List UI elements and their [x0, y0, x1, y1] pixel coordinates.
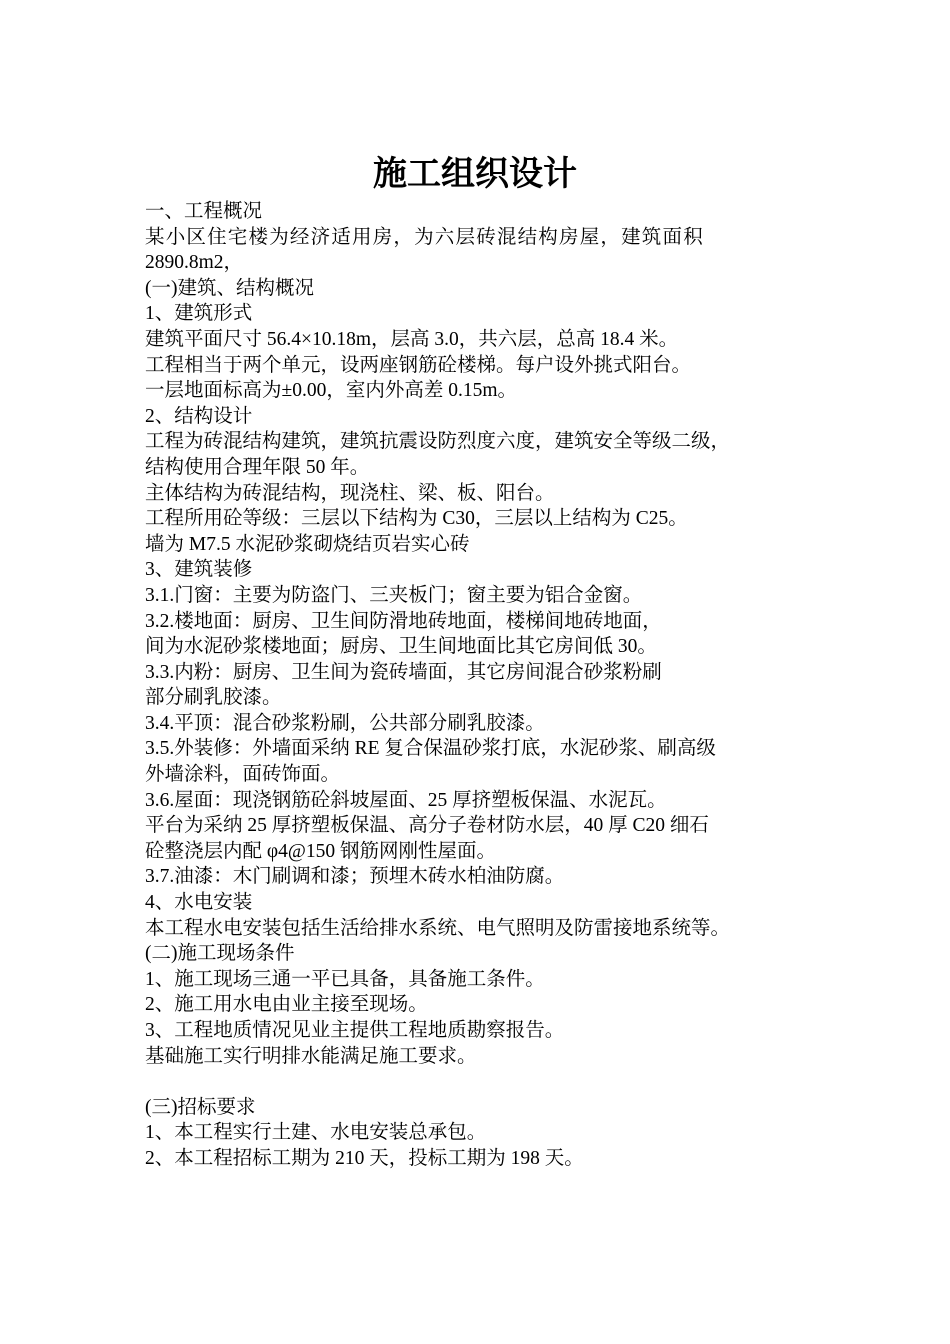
- paragraph-line: 3.4.平顶：混合砂浆粉刷，公共部分刷乳胶漆。: [145, 712, 545, 734]
- blank-line: [145, 1069, 813, 1095]
- paragraph-line: 砼整浇层内配 φ4@150 钢筋网刚性屋面。: [145, 840, 496, 862]
- paragraph-line: 工程为砖混结构建筑，建筑抗震设防烈度六度，建筑安全等级二级，: [145, 431, 731, 453]
- paragraph-line: 平台为采纳 25 厚挤塑板保温、高分子卷材防水层，40 厚 C20 细石: [145, 815, 709, 837]
- paragraph-line: 3.6.屋面：现浇钢筋砼斜坡屋面、25 厚挤塑板保温、水泥瓦。: [145, 789, 667, 811]
- paragraph-line: 2890.8m2，: [145, 252, 244, 274]
- subsection-heading: (一)建筑、结构概况: [145, 277, 314, 299]
- paragraph-line: 主体结构为砖混结构，现浇柱、梁、板、阳台。: [145, 482, 555, 504]
- paragraph-line: 1、施工现场三通一平已具备，具备施工条件。: [145, 968, 545, 990]
- paragraph-line: 3.5.外装修：外墙面采纳 RE 复合保温砂浆打底，水泥砂浆、刷高级: [145, 738, 716, 760]
- paragraph-line: 工程所用砼等级：三层以下结构为 C30，三层以上结构为 C25。: [145, 508, 688, 530]
- subsection-heading: (三)招标要求: [145, 1096, 256, 1118]
- paragraph-line: 结构使用合理年限 50 年。: [145, 456, 370, 478]
- subsection-heading: (二)施工现场条件: [145, 943, 295, 965]
- document-title: 施工组织设计: [373, 154, 577, 194]
- paragraph-line: 工程相当于两个单元，设两座钢筋砼楼梯。每户设外挑式阳台。: [145, 354, 692, 376]
- paragraph-line: 本工程水电安装包括生活给排水系统、电气照明及防雷接地系统等。: [145, 917, 731, 939]
- paragraph-line: 某小区住宅楼为经济适用房，为六层砖混结构房屋，建筑面积: [145, 226, 704, 248]
- paragraph-line: 外墙涂料，面砖饰面。: [145, 764, 341, 786]
- paragraph-line: 3.2.楼地面：厨房、卫生间防滑地砖地面，楼梯间地砖地面，: [145, 610, 662, 632]
- section-heading: 一、工程概况: [145, 201, 263, 222]
- paragraph-line: 建筑平面尺寸 56.4×10.18m，层高 3.0，共六层，总高 18.4 米。: [145, 328, 679, 350]
- paragraph-line: 墙为 M7.5 水泥砂浆砌烧结页岩实心砖: [145, 533, 470, 555]
- paragraph-line: 一层地面标高为±0.00，室内外高差 0.15m。: [145, 380, 517, 402]
- paragraph-line: 1、本工程实行土建、水电安装总承包。: [145, 1122, 487, 1144]
- paragraph-line: 3、工程地质情况见业主提供工程地质勘察报告。: [145, 1020, 565, 1041]
- item-heading: 2、结构设计: [145, 405, 253, 427]
- paragraph-line: 3.7.油漆：木门刷调和漆；预埋木砖水柏油防腐。: [145, 866, 565, 888]
- item-heading: 4、水电安装: [145, 892, 253, 914]
- paragraph-line: 3.1.门窗：主要为防盗门、三夹板门；窗主要为铝合金窗。: [145, 584, 643, 606]
- paragraph-line: 部分刷乳胶漆。: [145, 687, 282, 709]
- paragraph-line: 2、施工用水电由业主接至现场。: [145, 994, 428, 1016]
- item-heading: 3、建筑装修: [145, 559, 253, 581]
- paragraph-line: 3.3.内粉：厨房、卫生间为瓷砖墙面，其它房间混合砂浆粉刷: [145, 661, 662, 683]
- paragraph-line: 间为水泥砂浆楼地面；厨房、卫生间地面比其它房间低 30。: [145, 636, 657, 658]
- item-heading: 1、建筑形式: [145, 303, 253, 325]
- paragraph-line: 基础施工实行明排水能满足施工要求。: [145, 1045, 477, 1067]
- document-body: [145, 199, 813, 1172]
- paragraph-line: 2、本工程招标工期为 210 天，投标工期为 198 天。: [145, 1147, 584, 1169]
